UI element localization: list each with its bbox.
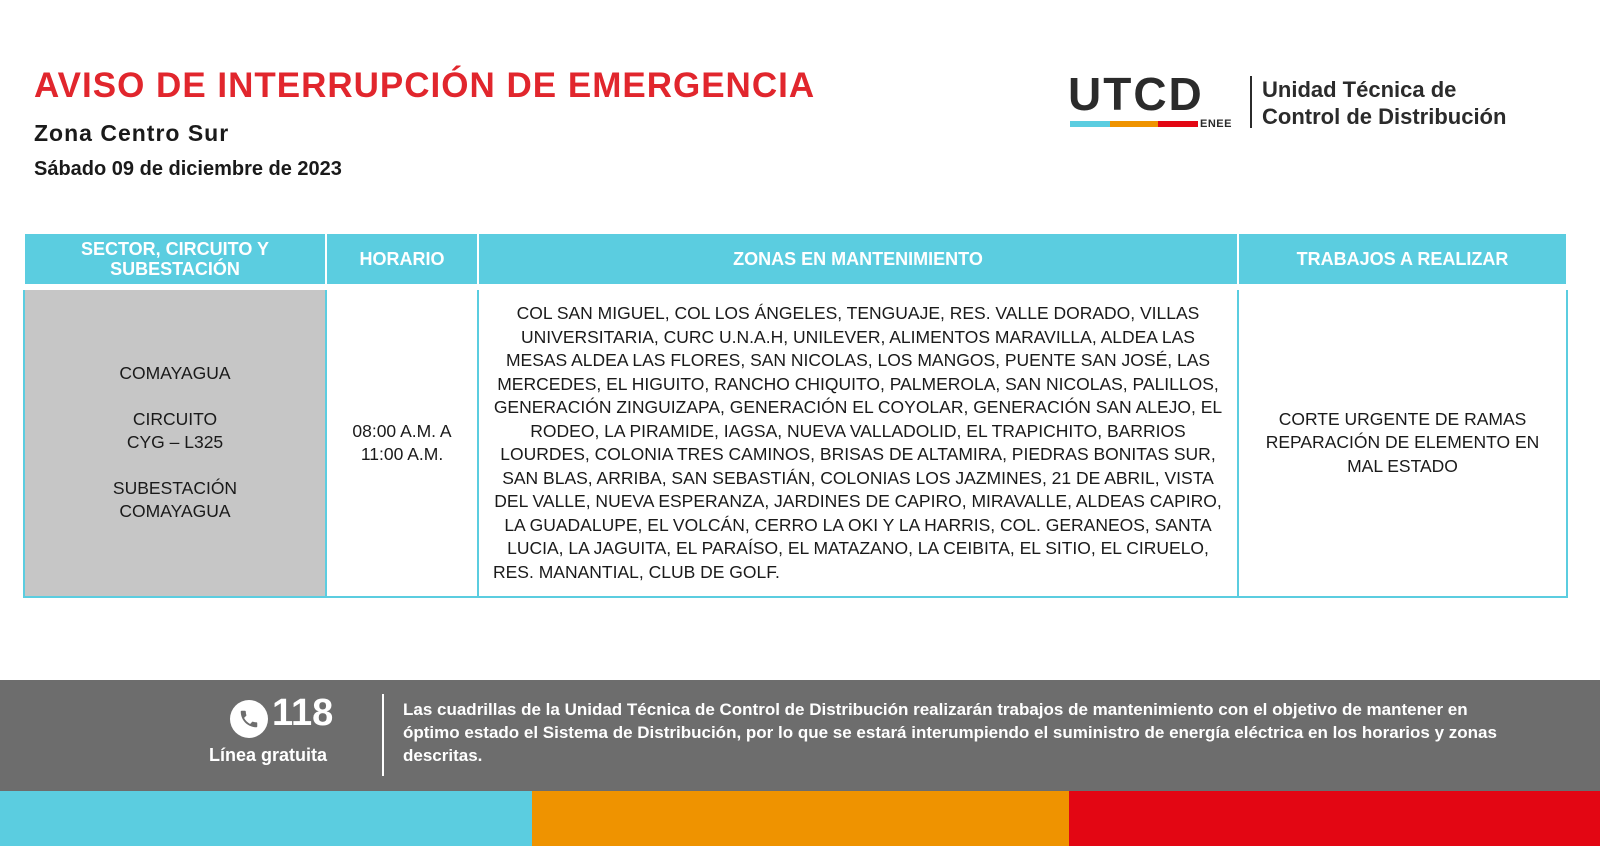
utcd-logo-mark (1068, 68, 1238, 130)
stripe-orange (532, 791, 1069, 846)
logo-name-line2: Control de Distribución (1262, 104, 1507, 129)
schedule-cell: 08:00 A.M. A 11:00 A.M. (326, 287, 478, 597)
maintenance-table (23, 234, 1568, 598)
table-row (24, 287, 1567, 597)
sector-cell (24, 287, 326, 597)
footer-divider (382, 694, 384, 776)
logo-divider (1250, 76, 1252, 128)
sector-name: COMAYAGUA (119, 363, 231, 384)
logo-wordmark: UTCD (1068, 68, 1204, 120)
stripe-red (1069, 791, 1600, 846)
table-header-row (24, 234, 1567, 287)
logo-bar-cyan (1070, 121, 1110, 127)
logo-bar-red (1158, 121, 1198, 127)
logo-subtext: ENEE (1200, 118, 1232, 130)
works-cell: CORTE URGENTE DE RAMAS REPARACIÓN DE ELEMENTO EN MAL ESTADO (1238, 287, 1567, 597)
header-zones: ZONAS EN MANTENIMIENTO (478, 234, 1238, 287)
footer-message: Las cuadrillas de la Unidad Técnica de Control de Distribución realizarán trabajos de mantenimiento con el objetivo de mantener en óptimo estado el Sistema de Distribución, por lo que se estará interumpiendo el suministro de energía eléctrica en los horarios y zonas descritas. (403, 700, 1497, 765)
zones-cell: COL SAN MIGUEL, COL LOS ÁNGELES, TENGUAJE, RES. VALLE DORADO, VILLAS UNIVERSITARIA, CURC U.N.A.H, UNILEVER, ALIMENTOS MARAVILLA, ALDEA LAS MESAS ALDEA LAS FLORES, SAN NICOLAS, LOS MANGOS, PUENTE SAN JOSÉ, LAS MERCEDES, EL HIGUITO, RANCHO CHIQUITO, PALMEROLA, SAN NICOLAS, PALILLOS, GENERACIÓN ZINGUIZAPA, GENERACIÓN EL COYOLAR, GENERACIÓN SAN ALEJO, EL RODEO, LA PIRAMIDE, IAGSA, NUEVA VALLADOLID, EL TRAPICHITO, BARRIOS LOURDES, COLONIA TRES CAMINOS, BRISAS DE ALTAMIRA, PIEDRAS BONITAS SUR, SAN BLAS, ARRIBA, SAN SEBASTIÁN, COLONIAS LOS JAZMINES, 21 DE ABRIL, VISTA DEL VALLE, NUEVA ESPERANZA, JARDINES DE CAPIRO, MIRAVALLE, ALDEAS CAPIRO, LA GUADALUPE, EL VOLCÁN, CERRO LA OKI Y LA HARRIS, COL. GERANEOS, SANTA LUCIA, LA JAGUITA, EL PARAÍSO, EL MATAZANO, LA CEIBITA, EL SITIO, EL CIRUELO, RES. MANANTIAL, CLUB DE GOLF. (478, 287, 1238, 597)
circuit-label: CIRCUITO (132, 408, 218, 429)
notice-title: AVISO DE INTERRUPCIÓN DE EMERGENCIA (34, 66, 816, 105)
header-works: TRABAJOS A REALIZAR (1238, 234, 1567, 287)
stripe-cyan (0, 791, 532, 846)
phone-label: Línea gratuita (209, 745, 328, 765)
substation-name: COMAYAGUA (119, 501, 231, 522)
footer-banner (0, 680, 1600, 791)
phone-number: 118 (272, 692, 334, 734)
notice-date: Sábado 09 de diciembre de 2023 (34, 158, 342, 180)
utcd-logo (1068, 68, 1538, 134)
header-schedule: HORARIO (326, 234, 478, 287)
logo-organization-name (1262, 76, 1552, 130)
phone-icon (230, 700, 268, 738)
zone-name: Zona Centro Sur (34, 120, 230, 146)
logo-bar-orange (1110, 121, 1158, 127)
circuit-code: CYG – L325 (126, 432, 224, 453)
substation-label: SUBESTACIÓN (112, 477, 238, 498)
header-sector: SECTOR, CIRCUITO Y SUBESTACIÓN (24, 234, 326, 287)
logo-name-line1: Unidad Técnica de (1262, 77, 1457, 102)
